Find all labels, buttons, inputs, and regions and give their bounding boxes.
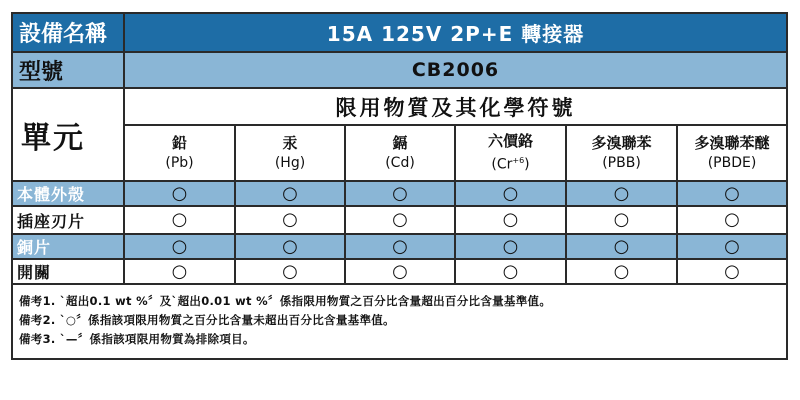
compliance-mark: ○ bbox=[124, 181, 235, 206]
symbol-superscript: +6 bbox=[512, 156, 525, 166]
compliance-mark: ○ bbox=[345, 234, 455, 259]
compliance-mark: ○ bbox=[566, 206, 677, 234]
table-row bbox=[12, 259, 787, 284]
unit-label: 單元 bbox=[12, 88, 124, 181]
notes-section bbox=[12, 284, 787, 359]
compliance-mark: ○ bbox=[677, 206, 787, 234]
compliance-mark: ○ bbox=[235, 259, 345, 284]
substance-name: 多溴聯苯 bbox=[591, 134, 652, 152]
model-value: CB2006 bbox=[124, 52, 787, 88]
substance-name: 鎘 bbox=[392, 134, 408, 152]
substance-symbol: (PBDE) bbox=[707, 155, 757, 171]
compliance-mark: ○ bbox=[345, 206, 455, 234]
compliance-mark: ○ bbox=[235, 234, 345, 259]
device-name-label: 設備名稱 bbox=[12, 13, 124, 52]
compliance-mark: ○ bbox=[677, 181, 787, 206]
table-row bbox=[12, 234, 787, 259]
substance-name: 鉛 bbox=[171, 134, 187, 152]
compliance-mark: ○ bbox=[677, 234, 787, 259]
note-3: 備考3. ˋ—〞係指該項限用物質為排除項目。 bbox=[19, 332, 255, 346]
compliance-mark: ○ bbox=[235, 206, 345, 234]
substance-lead bbox=[124, 125, 235, 181]
compliance-mark: ○ bbox=[345, 181, 455, 206]
compliance-mark: ○ bbox=[455, 259, 566, 284]
compliance-mark: ○ bbox=[566, 234, 677, 259]
substance-chromium bbox=[455, 125, 566, 181]
rohs-table bbox=[11, 12, 788, 360]
substance-pbb bbox=[566, 125, 677, 181]
part-name: 本體外殼 bbox=[12, 181, 124, 206]
substance-cadmium bbox=[345, 125, 455, 181]
substance-symbol bbox=[456, 151, 565, 175]
compliance-mark: ○ bbox=[124, 259, 235, 284]
part-name: 開關 bbox=[12, 259, 124, 284]
table-row bbox=[12, 181, 787, 206]
substance-pbde bbox=[677, 125, 787, 181]
symbol-close: ) bbox=[524, 156, 530, 173]
compliance-mark: ○ bbox=[235, 181, 345, 206]
substance-symbol: (Hg) bbox=[274, 155, 306, 171]
substance-name: 汞 bbox=[282, 134, 298, 152]
note-2: 備考2. ˋ○〞係指該項限用物質之百分比含量未超出百分比含量基準值。 bbox=[19, 313, 395, 327]
restricted-substances-title: 限用物質及其化學符號 bbox=[124, 88, 787, 125]
substance-mercury bbox=[235, 125, 345, 181]
compliance-mark: ○ bbox=[455, 234, 566, 259]
compliance-mark: ○ bbox=[677, 259, 787, 284]
compliance-mark: ○ bbox=[566, 181, 677, 206]
compliance-mark: ○ bbox=[455, 181, 566, 206]
compliance-mark: ○ bbox=[455, 206, 566, 234]
substance-symbol: (Pb) bbox=[165, 155, 194, 171]
table-row bbox=[12, 206, 787, 234]
compliance-mark: ○ bbox=[124, 234, 235, 259]
model-label: 型號 bbox=[12, 52, 124, 88]
compliance-mark: ○ bbox=[566, 259, 677, 284]
compliance-mark: ○ bbox=[345, 259, 455, 284]
substance-name: 多溴聯苯醚 bbox=[694, 134, 770, 152]
device-name-value: 15A 125V 2P+E 轉接器 bbox=[124, 13, 787, 52]
part-name: 銅片 bbox=[12, 234, 124, 259]
part-name: 插座刃片 bbox=[12, 206, 124, 234]
substance-name: 六價鉻 bbox=[487, 132, 533, 151]
substance-symbol: (Cd) bbox=[385, 155, 415, 171]
symbol-base: (Cr bbox=[491, 156, 513, 173]
substance-symbol: (PBB) bbox=[602, 155, 641, 171]
compliance-mark: ○ bbox=[124, 206, 235, 234]
note-1: 備考1. ˋ超出0.1 wt %〞及ˋ超出0.01 wt %〞係指限用物質之百分比含量超出百分比含量基準值。 bbox=[19, 294, 552, 308]
